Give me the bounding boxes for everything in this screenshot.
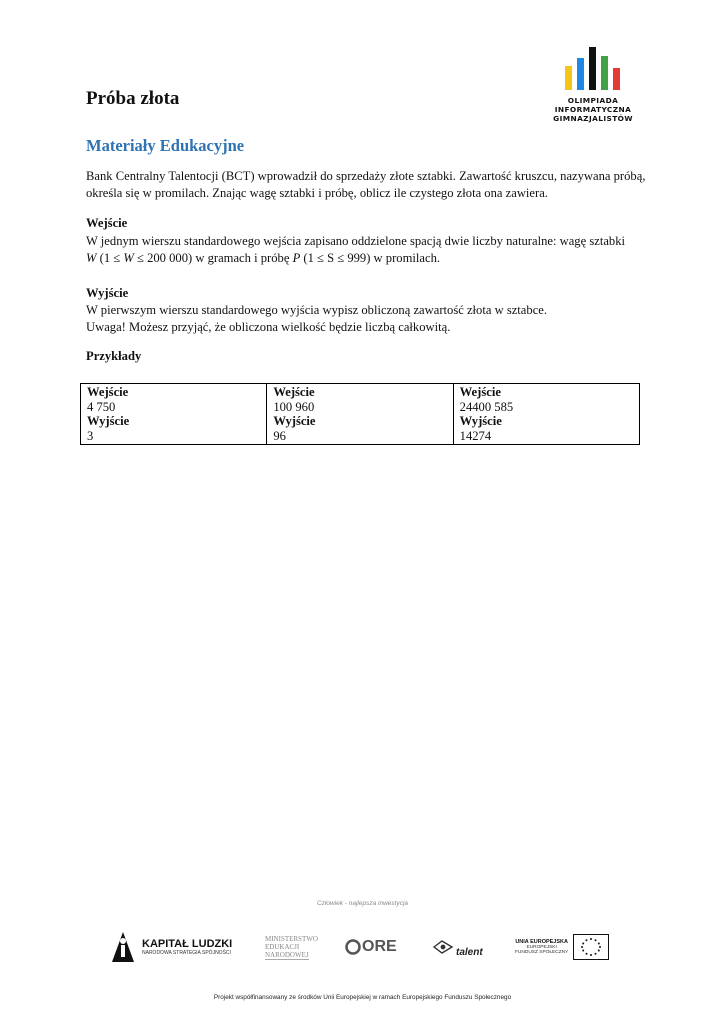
page-title: Próba złota <box>86 88 180 109</box>
input-description <box>86 233 646 267</box>
footer-project-text: Projekt współfinansowany ze środków Unii Europejskiej w ramach Europejskiego Funduszu Społecznego <box>213 994 512 1001</box>
ue-logo <box>515 924 615 970</box>
logo-bar-blue <box>577 58 584 90</box>
table-row <box>81 384 640 445</box>
range-w-a: (1 ≤ <box>96 251 124 265</box>
input-text: W jednym wierszu standardowego wejścia zapisano oddzielone spacją dwie liczby naturalne: wagę sztabki <box>86 234 626 248</box>
kapital-ludzki-logo <box>110 924 240 970</box>
ue-line-3: FUNDUSZ SPOŁECZNY <box>515 950 569 955</box>
example-input-label: Wejście <box>273 385 315 399</box>
var-w: W <box>86 251 97 265</box>
logo-text <box>548 96 638 123</box>
example-input-value: 24400 585 <box>459 399 514 414</box>
logo-line-1: OLIMPIADA <box>567 96 619 105</box>
footer-logos <box>110 924 615 970</box>
ue-line-2: EUROPEJSKI <box>526 945 557 950</box>
ore-circle-icon <box>345 939 361 955</box>
range-p: (1 ≤ S ≤ 999) w promilach. <box>300 251 441 265</box>
example-output-label: Wyjście <box>87 414 130 428</box>
talent-text: talent <box>456 946 483 958</box>
kapital-ludzki-icon <box>110 930 136 964</box>
logo-bar-red <box>613 68 620 90</box>
range-w-b: ≤ 200 000) w gramach i próbę <box>133 251 293 265</box>
output-line-2: Uwaga! Możesz przyjąć, że obliczona wielkość będzie liczbą całkowitą. <box>86 320 451 334</box>
var-p: P <box>292 251 301 265</box>
input-heading: Wejście <box>86 216 128 230</box>
examples-table <box>80 383 640 445</box>
logo-line-3: GIMNAZJALISTÓW <box>553 114 633 123</box>
kapital-subtitle: NARODOWA STRATEGIA SPÓJNOŚCI <box>142 950 231 956</box>
example-input-label: Wejście <box>459 385 501 399</box>
example-cell-1 <box>81 384 267 445</box>
output-heading: Wyjście <box>86 286 129 300</box>
example-output-value: 14274 <box>459 428 492 443</box>
talent-icon <box>432 938 454 956</box>
var-w-2: W <box>123 251 134 265</box>
logo-line-2: INFORMATYCZNA <box>554 105 632 114</box>
ministerstwo-line-2: EDUKACJI <box>265 942 300 951</box>
logo-bars-icon <box>563 46 623 92</box>
example-output-value: 96 <box>273 428 286 443</box>
eu-flag-icon <box>573 934 609 960</box>
logo-bar-black <box>589 47 596 90</box>
ore-text: ORE <box>362 938 397 955</box>
footer-tagline: Człowiek - najlepsza inwestycja <box>316 900 409 907</box>
example-input-value: 100 960 <box>273 399 315 414</box>
example-input-label: Wejście <box>87 385 129 399</box>
logo-bar-yellow <box>565 66 572 90</box>
examples-heading: Przykłady <box>86 349 142 363</box>
ue-line-1: UNIA EUROPEJSKA <box>515 939 568 945</box>
kapital-title: KAPITAŁ LUDZKI <box>142 938 233 950</box>
olimpiada-logo <box>548 46 638 124</box>
ore-logo <box>345 924 410 970</box>
section-title: Materiały Edukacyjne <box>86 136 245 155</box>
example-cell-2 <box>267 384 453 445</box>
output-line-1: W pierwszym wierszu standardowego wyjścia wypisz obliczoną zawartość złota w sztabce. <box>86 303 548 317</box>
logo-bar-green <box>601 56 608 90</box>
intro-paragraph: Bank Centralny Talentocji (BCT) wprowadził do sprzedaży złote sztabki. Zawartość kruszcu, nazywana próbą, określa się w promilach. Znając wagę sztabki i próbę, oblicz ile czystego złota ona zawiera. <box>86 169 646 200</box>
talent-logo <box>432 924 492 970</box>
ministerstwo-line-3: NARODOWEJ <box>265 950 309 959</box>
ministerstwo-line-1: MINISTERSTWO <box>265 934 318 943</box>
example-input-value: 4 750 <box>87 399 116 414</box>
example-output-value: 3 <box>87 428 94 443</box>
example-output-label: Wyjście <box>273 414 316 428</box>
example-cell-3 <box>453 384 639 445</box>
ministerstwo-logo <box>265 924 325 970</box>
example-output-label: Wyjście <box>459 414 502 428</box>
